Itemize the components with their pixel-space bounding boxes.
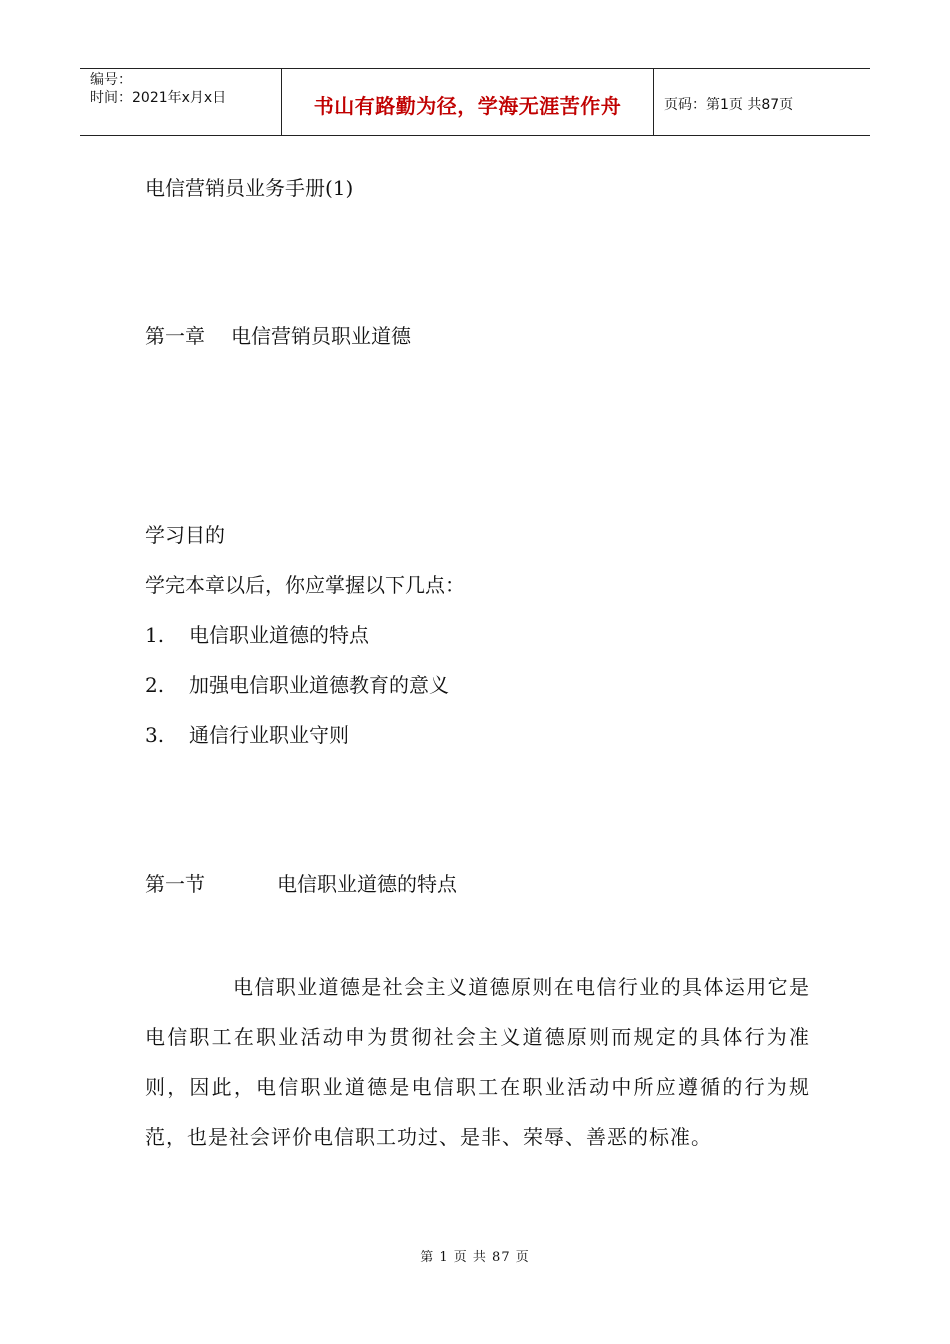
list-item-text: 加强电信职业道德教育的意义: [189, 673, 449, 697]
page-label: 页码：第1页 共87页: [664, 97, 794, 113]
section-number: 第一节: [145, 872, 205, 896]
date-label: 时间：2021年x月x日: [90, 90, 227, 106]
document-title: 电信营销员业务手册(1): [145, 176, 354, 200]
list-item-number: 1.: [145, 623, 165, 647]
list-item-number: 2.: [145, 673, 165, 697]
page-footer: 第 1 页 共 87 页: [420, 1250, 530, 1265]
list-item: [145, 669, 449, 698]
objectives-intro: 学完本章以后，你应掌握以下几点：: [145, 573, 465, 597]
chapter-title: 电信营销员职业道德: [231, 324, 411, 348]
chapter-number: 第一章: [145, 324, 205, 348]
list-item: [145, 619, 369, 648]
list-item: [145, 719, 349, 748]
section-heading: [145, 868, 457, 897]
motto-text: 书山有路勤为径，学海无涯苦作舟: [313, 93, 622, 118]
list-item-text: 通信行业职业守则: [189, 723, 349, 747]
header-info-cell: [80, 69, 282, 135]
header-table: [80, 68, 870, 136]
body-paragraph: 电信职业道德是社会主义道德原则在电信行业的具体运用它是电信职工在职业活动申为贯彻社会主义道德原则而规定的具体行为准则，因此，电信职业道德是电信职工在职业活动中所应遵循的行为规范，也是社会评价电信职工功过、是非、荣辱、善恶的标准。: [145, 975, 810, 1149]
list-item-number: 3.: [145, 723, 165, 747]
chapter-heading: [145, 320, 411, 349]
section-title: 电信职业道德的特点: [277, 872, 457, 896]
header-motto-cell: [282, 69, 654, 135]
number-label: 编号：: [90, 72, 132, 88]
objectives-heading: 学习目的: [145, 523, 225, 547]
header-page-cell: [654, 69, 870, 135]
list-item-text: 电信职业道德的特点: [189, 623, 369, 647]
